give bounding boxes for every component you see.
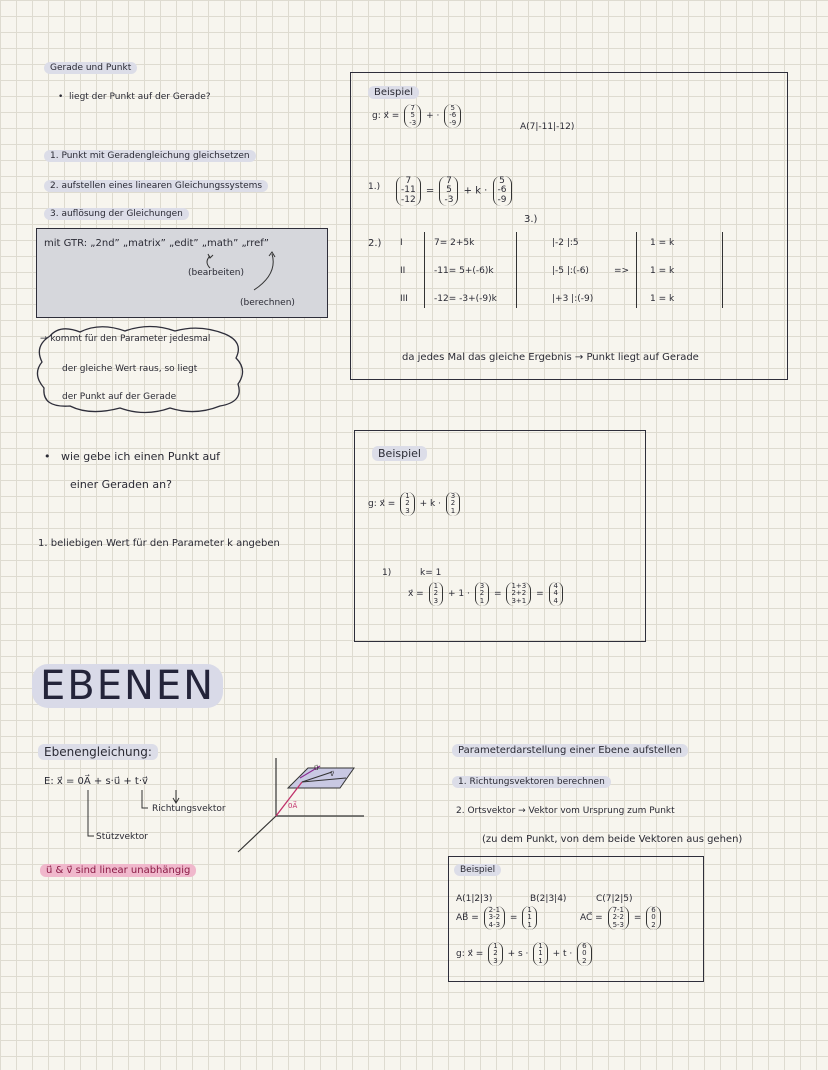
step-3: 3. auflösung der Gleichungen: [44, 208, 189, 220]
question-1: • liegt der Punkt auf der Gerade?: [58, 92, 211, 102]
example-1-line: g: x⃗ = 7 5 -3 + · 5 -6 -9: [372, 104, 463, 128]
oa-label: 0A⃗: [288, 802, 298, 810]
step-2: 2. aufstellen eines linearen Gleichungssystems: [44, 180, 268, 192]
g-base-vector: 7 5 -3: [404, 104, 421, 128]
ab-result-vector: 1 1 1: [522, 906, 536, 930]
calc-dir-vector: 3 2 1: [475, 582, 489, 606]
ab-label: AB⃗ =: [456, 913, 479, 924]
cloud-line-1-text: kommt für den Parameter jedesmal: [50, 334, 211, 344]
plane-v-vector: 6 0 2: [577, 942, 591, 966]
u-label: u⃗: [314, 764, 319, 772]
example-2-box: [354, 430, 646, 642]
g-dir-vector: 5 -6 -9: [444, 104, 461, 128]
plane-t-label: + t ·: [552, 949, 573, 960]
k-equation: k= 1: [420, 568, 442, 578]
conclusion: da jedes Mal das gleiche Ergebnis → Punkt liegt auf Gerade: [402, 352, 699, 363]
example-2-line: g: x⃗ = 1 2 3 + k · 3 2 1: [368, 492, 462, 516]
point-b-label: B(2|3|4): [530, 894, 567, 904]
v-label: v⃗: [330, 770, 335, 778]
dir-vector: 5 -6 -9: [493, 176, 512, 206]
param-step-1: 1. Richtungsvektoren berechnen: [452, 776, 611, 788]
calc-sum-vector: 1+3 2+2 3+1: [506, 582, 531, 606]
point-a: A(7|-11|-12): [520, 122, 575, 132]
g2-label: g: x⃗ =: [368, 499, 396, 510]
plane-diagram: [230, 750, 370, 860]
berechnen-label: (berechnen): [240, 298, 295, 308]
sep-3: [636, 232, 637, 308]
calc-base-vector: 1 2 3: [429, 582, 443, 606]
plane-s-label: + s ·: [507, 949, 529, 960]
row-3-res: 1 = k: [650, 294, 675, 304]
ebenen-title: EBENEN: [32, 664, 223, 708]
ab-calc: AB⃗ = 2-1 3-2 4-3 = 1 1 1: [456, 906, 539, 930]
plane-equation: [456, 942, 594, 966]
stuetzvektor-label: Stützvektor: [96, 832, 149, 842]
plane-u-vector: 1 1 1: [533, 942, 547, 966]
gtr-text: mit GTR: „2nd” „matrix” „edit” „math” „rref”: [44, 238, 269, 249]
cloud-line-2: der gleiche Wert raus, so liegt: [62, 364, 198, 374]
implies-arrow: =>: [614, 266, 630, 276]
question-1-text: liegt der Punkt auf der Gerade?: [69, 92, 211, 102]
gtr-arrows: [190, 250, 290, 300]
row-2-res: 1 = k: [650, 266, 675, 276]
param-title: Parameterdarstellung einer Ebene aufstellen: [452, 744, 688, 757]
step-2-label: 2.): [368, 238, 382, 249]
g-label: g: x⃗ =: [372, 111, 400, 122]
ebenengleichung-title: Ebenengleichung:: [38, 744, 158, 760]
question-2-line2: einer Geraden an?: [70, 478, 172, 491]
base-vector: 7 5 -3: [439, 176, 458, 206]
linear-note: u⃗ & v⃗ sind linear unabhängig: [40, 864, 196, 877]
ac-result-vector: 6 0 2: [646, 906, 660, 930]
row-1-op: |-2 |:5: [552, 238, 579, 248]
question-2-line1: wie gebe ich einen Punkt auf: [60, 450, 221, 463]
sep-2: [516, 232, 517, 308]
question-2: • wie gebe ich einen Punkt auf: [44, 450, 221, 463]
ac-calc-vector: 7-1 2-2 5-3: [608, 906, 629, 930]
row-2-op: |-5 |:(-6): [552, 266, 589, 276]
param-step-2b: (zu dem Punkt, von dem beide Vektoren aus gehen): [482, 834, 743, 845]
sep-4: [722, 232, 723, 308]
g2-base-vector: 1 2 3: [400, 492, 414, 516]
example-3-heading: Beispiel: [454, 864, 501, 876]
ac-calc: AC⃗ = 7-1 2-2 5-3 = 6 0 2: [580, 906, 663, 930]
row-1-res: 1 = k: [650, 238, 675, 248]
row-1-num: I: [400, 238, 403, 248]
example-1-heading: Beispiel: [368, 86, 419, 99]
param-step-2: 2. Ortsvektor → Vektor vom Ursprung zum Punkt: [456, 806, 675, 816]
point-c-label: C(7|2|5): [596, 894, 633, 904]
plane-base-vector: 1 2 3: [488, 942, 502, 966]
row-3-op: |+3 |:(-9): [552, 294, 594, 304]
ebenengleichung: E: x⃗ = 0A⃗ + s·u⃗ + t·v⃗: [44, 776, 148, 787]
sep-1: [424, 232, 425, 308]
cloud-line-3: der Punkt auf der Gerade: [62, 392, 177, 402]
p-vector: 7 -11 -12: [396, 176, 421, 206]
bearbeiten-label: (bearbeiten): [188, 268, 245, 278]
example-2-calc: x⃗ = 1 2 3 + 1 · 3 2 1 = 1+3 2+2 3+1 = 4 4 4: [408, 582, 565, 606]
point-a-label: A(1|2|3): [456, 894, 493, 904]
plane-g-label: g: x⃗ =: [456, 949, 484, 960]
row-2-eq: -11= 5+(-6)k: [434, 266, 494, 276]
answer-line: 1. beliebigen Wert für den Parameter k angeben: [38, 538, 280, 549]
row-3-num: III: [400, 294, 408, 304]
step-1: 1. Punkt mit Geradengleichung gleichsetzen: [44, 150, 256, 162]
example-2-heading: Beispiel: [372, 446, 427, 461]
calc-result-vector: 4 4 4: [549, 582, 563, 606]
x-label: x⃗ =: [408, 589, 424, 600]
section-title: Gerade und Punkt: [44, 62, 137, 74]
g2-dir-vector: 3 2 1: [446, 492, 460, 516]
ac-label: AC⃗ =: [580, 913, 603, 924]
step-3-label: 3.): [524, 214, 538, 225]
step-1-label: 1.): [368, 182, 381, 192]
row-2-num: II: [400, 266, 406, 276]
ab-calc-vector: 2-1 3-2 4-3: [484, 906, 505, 930]
richtungsvektor-label: Richtungsvektor: [152, 804, 226, 814]
row-3-eq: -12= -3+(-9)k: [434, 294, 497, 304]
step-1-equation: 7 -11 -12 = 7 5 -3 + k · 5 -6 -9: [394, 176, 514, 206]
cloud-line-1: → kommt für den Parameter jedesmal: [40, 334, 211, 344]
row-1-eq: 7= 2+5k: [434, 238, 475, 248]
example-2-step: 1): [382, 568, 392, 578]
